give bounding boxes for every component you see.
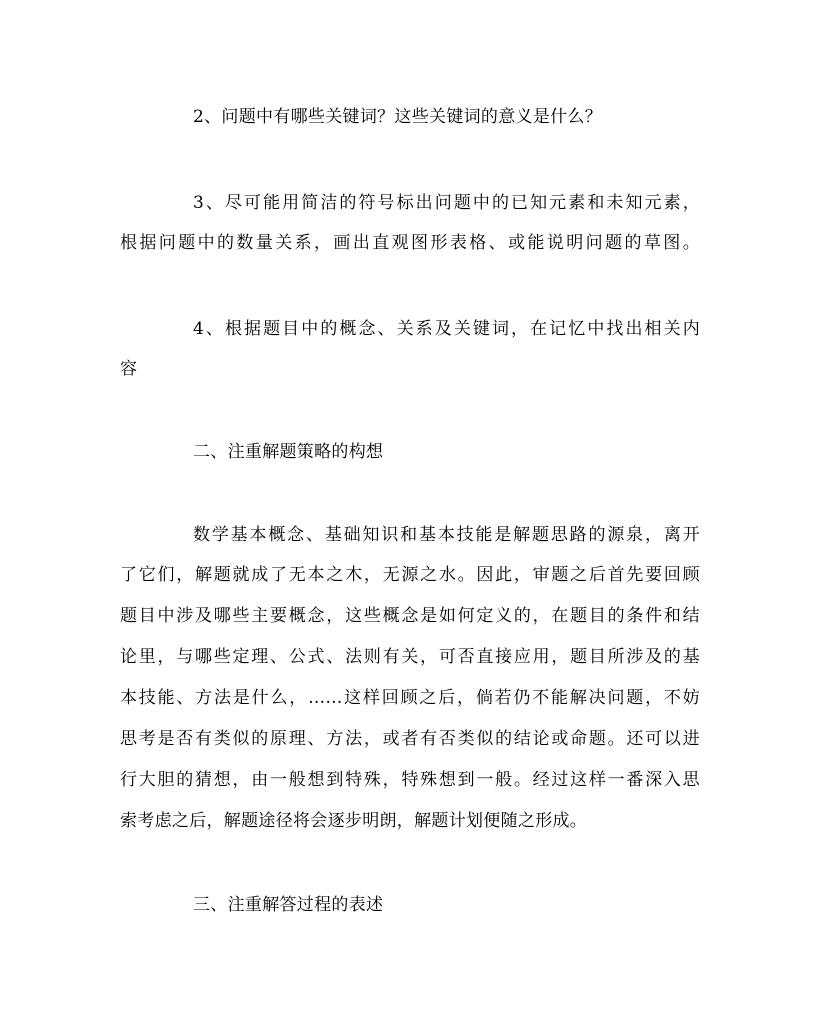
section-3-heading: 三、注重解答过程的表述 [193,895,384,915]
section-2-paragraph-line-6: 思考是否有类似的原理、方法，或者有否类似的结论或命题。还可以进 [120,729,700,749]
item-4-line-1: 4、根据题目中的概念、关系及关键词，在记忆中找出相关内 [193,319,700,339]
item-3-line-2: 根据问题中的数量关系，画出直观图形表格、或能说明问题的草图。 [120,233,700,253]
section-2-paragraph-line-3: 题目中涉及哪些主要概念，这些概念是如何定义的，在题目的条件和结 [120,606,700,626]
section-2-paragraph-line-5: 本技能、方法是什么，……这样回顾之后，倘若仍不能解决问题，不妨 [120,688,700,708]
section-2-paragraph-line-7: 行大胆的猜想，由一般想到特殊，特殊想到一般。经过这样一番深入思 [120,770,700,790]
section-2-heading: 二、注重解题策略的构想 [193,442,384,462]
item-2: 2、问题中有哪些关键词？这些关键词的意义是什么？ [193,107,603,127]
section-2-paragraph-line-1: 数学基本概念、基础知识和基本技能是解题思路的源泉，离开 [193,525,700,545]
section-2-paragraph-line-8: 索考虑之后，解题途径将会逐步明朗，解题计划便随之形成。 [120,811,588,831]
item-3-line-1: 3、尽可能用简洁的符号标出问题中的已知元素和未知元素， [193,193,700,213]
section-2-paragraph-line-4: 论里，与哪些定理、公式、法则有关，可否直接应用，题目所涉及的基 [120,647,700,667]
section-2-paragraph-line-2: 了它们，解题就成了无本之木，无源之水。因此，审题之后首先要回顾 [120,565,700,585]
item-4-line-2: 容 [120,359,138,379]
